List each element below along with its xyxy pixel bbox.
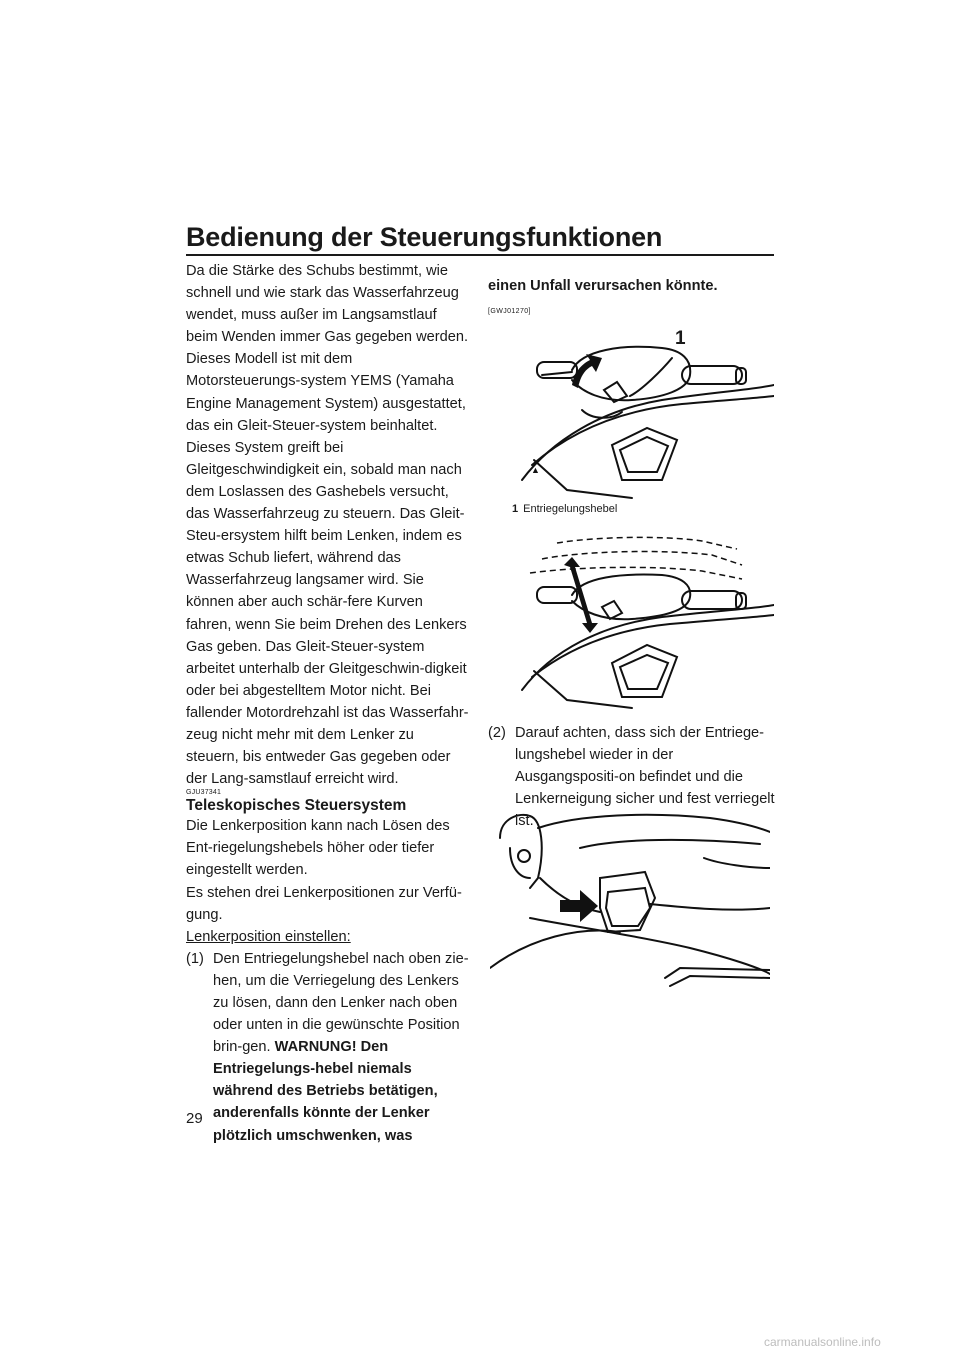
handlebar-release-lever-illustration bbox=[512, 330, 774, 500]
caption-number: 1 bbox=[512, 503, 519, 515]
section-code: GJU37341 bbox=[186, 789, 222, 797]
warning-continuation: einen Unfall verursachen könnte. bbox=[488, 278, 718, 294]
positions-paragraph: Es stehen drei Lenkerpositionen zur Verfü-gung. bbox=[186, 884, 462, 923]
figure1-callout-number: 1 bbox=[675, 328, 686, 349]
step-1 bbox=[186, 948, 470, 1147]
lever-locked-illustration bbox=[490, 808, 770, 988]
step-1-warning: WARNUNG! Den Entriegelungs-hebel niemals während des Betriebs betätigen, anderenfalls könnte der Lenker plötzlich umschwenken, was bbox=[213, 1039, 438, 1144]
yems-paragraph: Dieses Modell ist mit dem Motorsteuerungs-system YEMS (Yamaha Engine Management System) ausgestattet, das ein Gleit-Steuer-system beinhaltet. Dieses System greift bei Gleitgeschwindigkeit ein, sobald man nach dem Loslassen des Gashebels versucht, das Wasserfahrzeug zu steuern. Das Gleit-Steu-ersystem hilft beim Lenken, indem es etwas Schub liefert, während das Wasserfahrzeug langsamer wird. Sie können aber auch schär-fere Kurven fahren, wenn Sie beim Drehen des Lenkers Gas geben. Das Gleit-Steuer-system arbeitet unterhalb der Gleitgeschwin-digkeit oder bei abgestelltem Motor nicht. Bei fallender Motordrehzahl ist das Wasserfahr-zeug nicht mehr mit dem Lenker zu steuern, bis entweder Gas gegeben oder der Lang-samstlauf erreicht wird. bbox=[186, 351, 469, 788]
figure1-caption bbox=[512, 502, 617, 516]
step-1-number: (1) bbox=[186, 950, 204, 967]
step-2-text: Darauf achten, dass sich der Entriege-lungshebel wieder in der Ausgangspositi-on befindet und die Lenkerneigung sicher und fest verriegelt ist. bbox=[515, 725, 775, 830]
watermark: carmanualsonline.info bbox=[764, 1335, 881, 1349]
step-1-text: Den Entriegelungshebel nach oben zie-hen, um die Verriegelung des Lenkers zu lösen, dann den Lenker nach oben oder unten in die gewünschte Position brin-gen. bbox=[213, 950, 469, 1056]
page-title: Bedienung der Steuerungsfunktionen bbox=[186, 222, 663, 252]
right-column bbox=[488, 275, 778, 323]
intro-paragraph: Da die Stärke des Schubs bestimmt, wie schnell und wie stark das Wasserfahrzeug wendet, muss außer im Langsamstlauf beim Wenden immer Gas gegeben werden. bbox=[186, 263, 469, 346]
step-2-number: (2) bbox=[488, 725, 506, 741]
procedure-title: Lenkerposition einstellen: bbox=[186, 928, 351, 945]
caption-text: Entriegelungshebel bbox=[523, 503, 618, 515]
handlebar-positions-illustration bbox=[512, 535, 774, 710]
warning-reference: [GWJ01270] bbox=[488, 308, 531, 316]
section-heading: Teleskopisches Steuersystem bbox=[186, 797, 407, 815]
page-number: 29 bbox=[186, 1110, 203, 1127]
left-column bbox=[186, 260, 470, 1147]
svg-text:▲: ▲ bbox=[531, 465, 540, 475]
telescopic-paragraph: Die Lenkerposition kann nach Lösen des Ent-riegelungshebels höher oder tiefer eingestellt werden. bbox=[186, 818, 450, 879]
title-divider bbox=[186, 254, 774, 256]
